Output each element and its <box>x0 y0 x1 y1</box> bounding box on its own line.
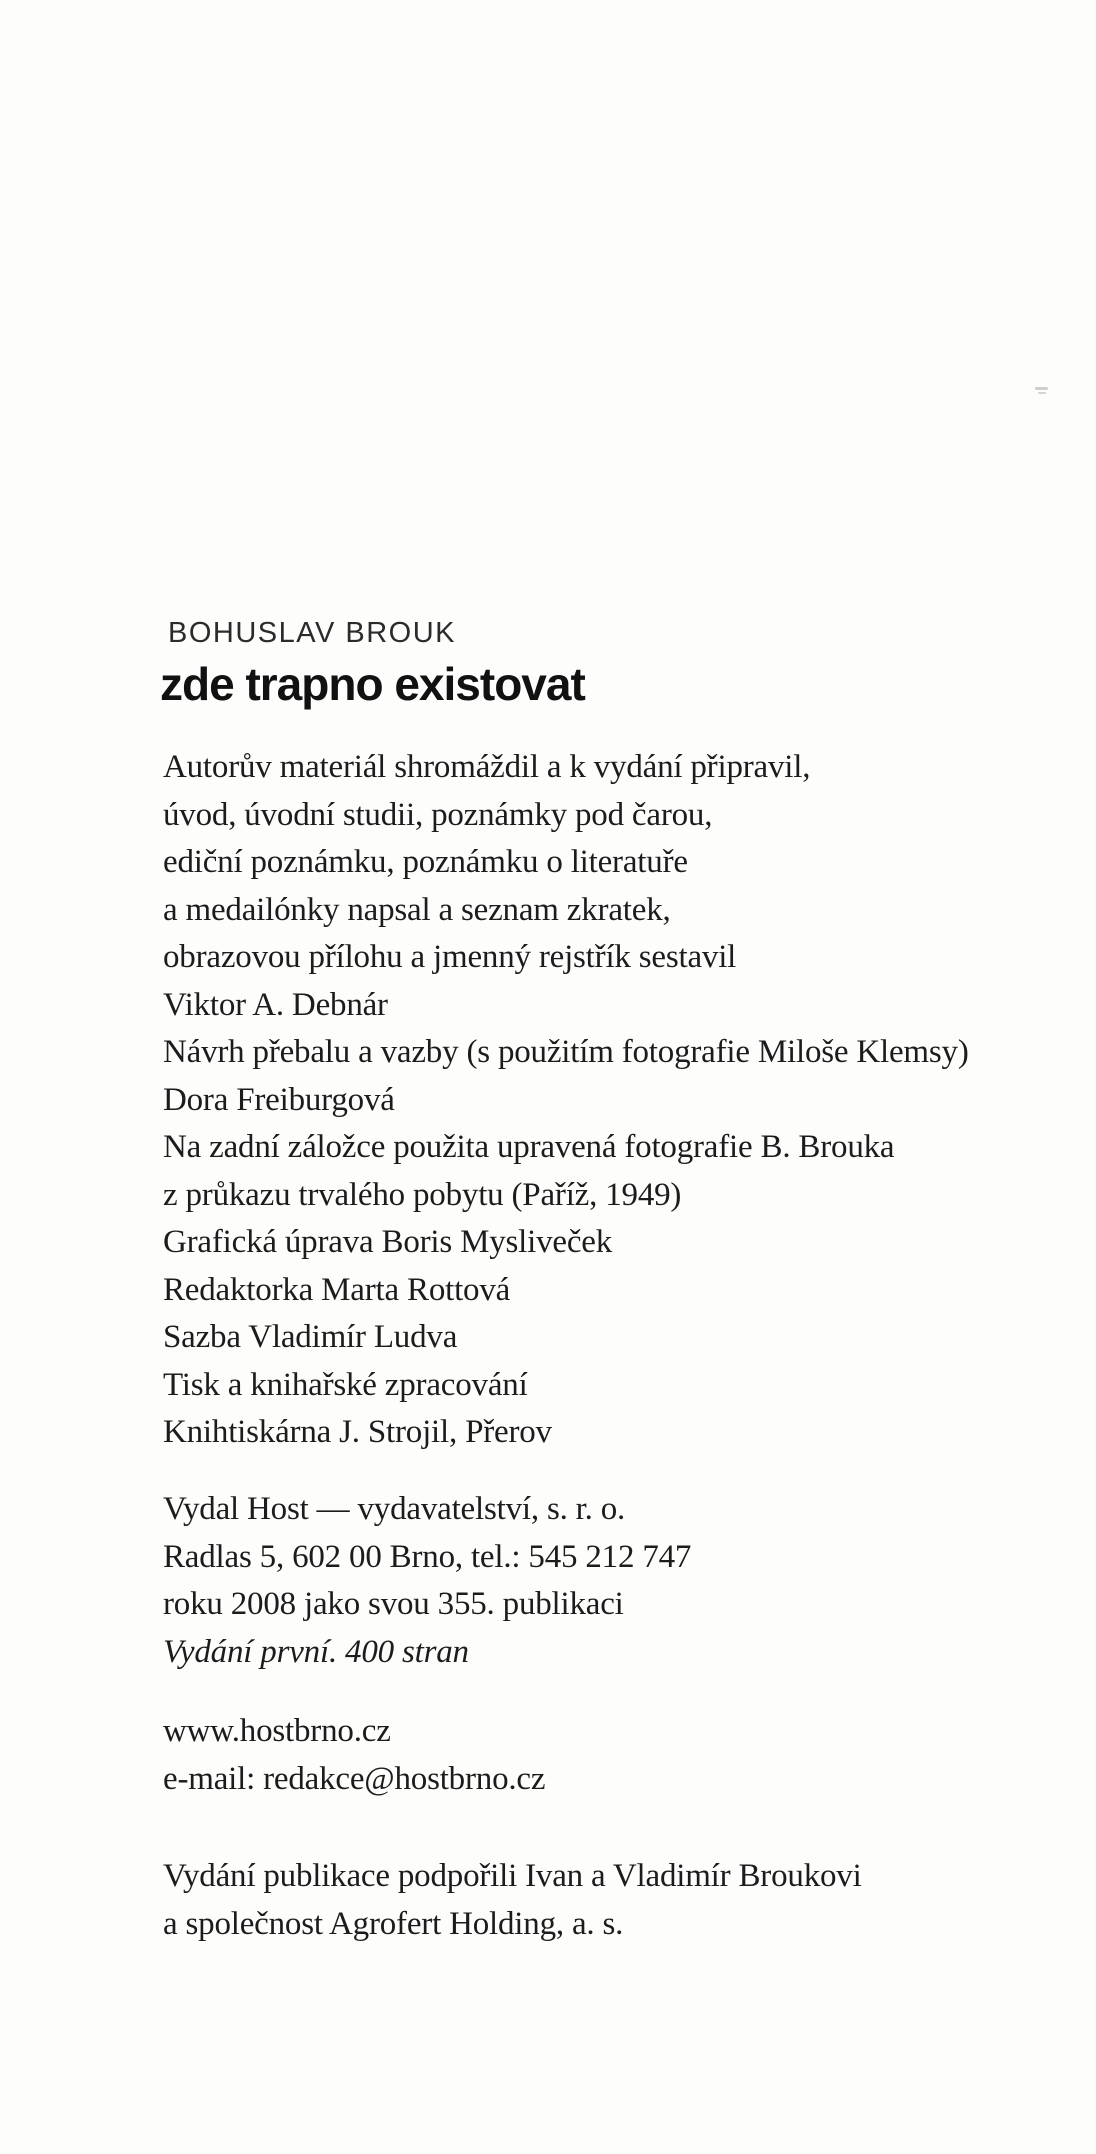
website-text: www.hostbrno.cz <box>163 1713 391 1749</box>
credit-line-photo-note-2: z průkazu trvalého pobytu (Paříž, 1949) <box>163 1176 682 1213</box>
credits-block <box>163 744 969 1457</box>
support-line: a společnost Agrofert Holding, a. s. <box>163 1905 624 1942</box>
credit-line-editor: Redaktorka Marta Rottová <box>163 1271 511 1308</box>
publisher-line-address: Radlas 5, 602 00 Brno, tel.: 545 212 747 <box>163 1538 692 1575</box>
credit-line: obrazovou přílohu a jmenný rejstřík sestavil <box>163 939 737 975</box>
publisher-line-year: roku 2008 jako svou 355. publikaci <box>163 1586 624 1622</box>
credit-line-graphic-design: Grafická úprava Boris Mysliveček <box>163 1224 613 1260</box>
credit-line: Autorův materiál shromáždil a k vydání připravil, <box>163 749 811 785</box>
book-title: zde trapno existovat <box>160 658 585 710</box>
email-text: e-mail: redakce@hostbrno.cz <box>163 1760 546 1797</box>
scan-speck <box>1035 387 1048 390</box>
credit-line-editor-name: Viktor A. Debnár <box>163 986 388 1023</box>
book-author: BOHUSLAV BROUK <box>168 617 456 649</box>
contact-block <box>163 1708 545 1803</box>
credit-line: ediční poznámku, poznámku o literatuře <box>163 844 688 880</box>
credit-line: a medailónky napsal a seznam zkratek, <box>163 891 671 928</box>
credit-line-cover-designer-name: Dora Freiburgová <box>163 1081 395 1118</box>
publisher-line-name: Vydal Host — vydavatelství, s. r. o. <box>163 1491 626 1527</box>
credit-line-cover-design: Návrh přebalu a vazby (s použitím fotografie Miloše Klemsy) <box>163 1034 969 1070</box>
support-line: Vydání publikace podpořili Ivan a Vladimír Broukovi <box>163 1858 862 1894</box>
credit-line-typesetting: Sazba Vladimír Ludva <box>163 1319 458 1355</box>
credit-line-printing: Tisk a knihařské zpracování <box>163 1366 528 1403</box>
credit-line-photo-note: Na zadní záložce použita upravená fotografie B. Brouka <box>163 1129 895 1165</box>
credit-line: úvod, úvodní studii, poznámky pod čarou, <box>163 796 713 833</box>
support-block <box>163 1853 862 1948</box>
publisher-block <box>163 1486 691 1676</box>
credit-line-printer-name: Knihtiskárna J. Strojil, Přerov <box>163 1414 552 1450</box>
publisher-line-edition: Vydání první. 400 stran <box>163 1633 469 1670</box>
